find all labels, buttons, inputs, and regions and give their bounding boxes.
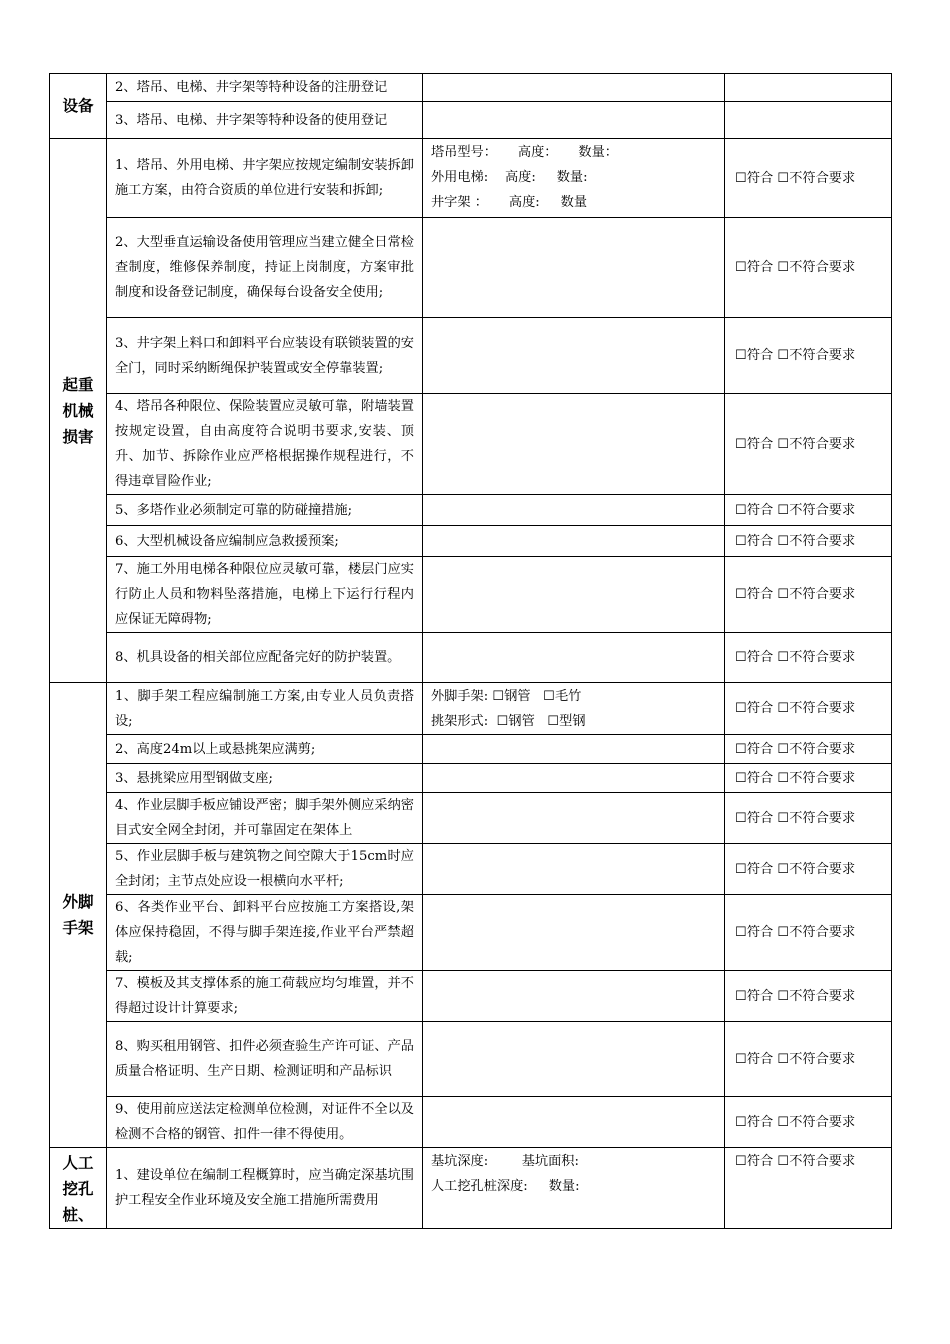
note-cell[interactable] bbox=[423, 394, 725, 495]
note-cell[interactable] bbox=[423, 633, 725, 683]
result-checkbox[interactable]: ☐符合 ☐不符合要求 bbox=[725, 557, 892, 633]
requirement-text: 6、各类作业平台、卸料平台应按施工方案搭设,架体应保持稳固，不得与脚手架连接,作业平台严禁超载; bbox=[107, 895, 423, 971]
note-cell[interactable] bbox=[423, 764, 725, 793]
requirement-text: 3、悬挑梁应用型钢做支座; bbox=[107, 764, 423, 793]
note-cell[interactable] bbox=[423, 139, 725, 218]
result-checkbox[interactable]: ☐符合 ☐不符合要求 bbox=[725, 895, 892, 971]
table-row bbox=[50, 793, 892, 844]
table-row bbox=[50, 683, 892, 735]
note-line: 人工挖孔桩深度: 数量: bbox=[431, 1179, 580, 1194]
result-checkbox[interactable]: ☐符合 ☐不符合要求 bbox=[725, 526, 892, 557]
requirement-text: 7、施工外用电梯各种限位应灵敏可靠，楼层门应实行防止人员和物料坠落措施，电梯上下运行行程内应保证无障碍物; bbox=[107, 557, 423, 633]
note-cell[interactable] bbox=[423, 971, 725, 1022]
section-title-scaffold bbox=[50, 683, 107, 1148]
requirement-text: 4、塔吊各种限位、保险装置应灵敏可靠，附墙装置按规定设置，自由高度符合说明书要求,安装、顶升、加节、拆除作业应严格根据操作规程进行，不得违章冒险作业; bbox=[107, 394, 423, 495]
table-row bbox=[50, 971, 892, 1022]
note-cell[interactable] bbox=[423, 735, 725, 764]
result-checkbox[interactable]: ☐符合 ☐不符合要求 bbox=[725, 1022, 892, 1097]
table-row bbox=[50, 318, 892, 394]
note-line: 塔吊型号： 高度： 数量： bbox=[431, 145, 618, 160]
note-line: 井字架 ： 高度: 数量 bbox=[431, 195, 588, 210]
note-cell[interactable] bbox=[423, 1022, 725, 1097]
note-line: 基坑深度: 基坑面积: bbox=[431, 1154, 579, 1169]
result-checkbox[interactable]: ☐符合 ☐不符合要求 bbox=[725, 844, 892, 895]
note-cell[interactable] bbox=[423, 844, 725, 895]
note-cell[interactable] bbox=[423, 1097, 725, 1148]
requirement-text: 1、塔吊、外用电梯、井字架应按规定编制安装拆卸施工方案，由符合资质的单位进行安装和拆卸; bbox=[107, 139, 423, 218]
table-row bbox=[50, 526, 892, 557]
table-row bbox=[50, 764, 892, 793]
table-row bbox=[50, 1022, 892, 1097]
table-row bbox=[50, 495, 892, 526]
note-cell[interactable] bbox=[423, 683, 725, 735]
note-cell[interactable] bbox=[423, 74, 725, 102]
table-row bbox=[50, 895, 892, 971]
table-row bbox=[50, 102, 892, 139]
result-checkbox[interactable]: ☐符合 ☐不符合要求 bbox=[725, 139, 892, 218]
note-cell[interactable] bbox=[423, 1148, 725, 1229]
requirement-text: 5、作业层脚手板与建筑物之间空隙大于15cm时应全封闭；主节点处应设一根横向水平杆; bbox=[107, 844, 423, 895]
note-cell[interactable] bbox=[423, 218, 725, 318]
requirement-text: 5、多塔作业必须制定可靠的防碰撞措施; bbox=[107, 495, 423, 526]
section-title-pile bbox=[50, 1148, 107, 1229]
result-checkbox[interactable]: ☐符合 ☐不符合要求 bbox=[725, 1148, 892, 1229]
table-row bbox=[50, 218, 892, 318]
result-cell[interactable] bbox=[725, 102, 892, 139]
note-line: 挑架形式: ☐钢管 ☐型钢 bbox=[431, 714, 586, 729]
table-row bbox=[50, 557, 892, 633]
table-row bbox=[50, 1097, 892, 1148]
note-cell[interactable] bbox=[423, 557, 725, 633]
result-checkbox[interactable]: ☐符合 ☐不符合要求 bbox=[725, 218, 892, 318]
section-title-text: 起重机械损害 bbox=[62, 375, 94, 446]
table-row bbox=[50, 394, 892, 495]
result-checkbox[interactable]: ☐符合 ☐不符合要求 bbox=[725, 971, 892, 1022]
requirement-text: 9、使用前应送法定检测单位检测，对证件不全以及检测不合格的钢管、扣件一律不得使用。 bbox=[107, 1097, 423, 1148]
note-cell[interactable] bbox=[423, 495, 725, 526]
result-checkbox[interactable]: ☐符合 ☐不符合要求 bbox=[725, 764, 892, 793]
table-row bbox=[50, 844, 892, 895]
requirement-text: 6、大型机械设备应编制应急救援预案; bbox=[107, 526, 423, 557]
table-row bbox=[50, 735, 892, 764]
requirement-text: 1、脚手架工程应编制施工方案,由专业人员负责搭设; bbox=[107, 683, 423, 735]
requirement-text: 8、机具设备的相关部位应配备完好的防护装置。 bbox=[107, 633, 423, 683]
inspection-table bbox=[49, 73, 892, 1229]
result-checkbox[interactable]: ☐符合 ☐不符合要求 bbox=[725, 394, 892, 495]
note-line: 外脚手架: ☐钢管 ☐毛竹 bbox=[431, 689, 582, 704]
result-checkbox[interactable]: ☐符合 ☐不符合要求 bbox=[725, 1097, 892, 1148]
result-checkbox[interactable]: ☐符合 ☐不符合要求 bbox=[725, 495, 892, 526]
requirement-text: 7、模板及其支撑体系的施工荷载应均匀堆置，并不得超过设计计算要求; bbox=[107, 971, 423, 1022]
section-title-text: 人工挖孔桩、 bbox=[62, 1154, 94, 1224]
note-cell[interactable] bbox=[423, 793, 725, 844]
table-row bbox=[50, 1148, 892, 1229]
section-title-text: 外脚手架 bbox=[62, 893, 94, 937]
note-cell[interactable] bbox=[423, 895, 725, 971]
requirement-text: 3、井字架上料口和卸料平台应装设有联锁装置的安全门，同时采纳断绳保护装置或安全停靠装置; bbox=[107, 318, 423, 394]
result-checkbox[interactable]: ☐符合 ☐不符合要求 bbox=[725, 633, 892, 683]
requirement-text: 2、大型垂直运输设备使用管理应当建立健全日常检查制度，维修保养制度，持证上岗制度，方案审批制度和设备登记制度，确保每台设备安全使用; bbox=[107, 218, 423, 318]
requirement-text: 2、塔吊、电梯、井字架等特种设备的注册登记 bbox=[107, 74, 423, 102]
requirement-text: 1、建设单位在编制工程概算时，应当确定深基坑围护工程安全作业环境及安全施工措施所需费用 bbox=[107, 1148, 423, 1229]
result-checkbox[interactable]: ☐符合 ☐不符合要求 bbox=[725, 735, 892, 764]
note-cell[interactable] bbox=[423, 102, 725, 139]
result-checkbox[interactable]: ☐符合 ☐不符合要求 bbox=[725, 793, 892, 844]
result-cell[interactable] bbox=[725, 74, 892, 102]
requirement-text: 2、高度24m以上或悬挑架应满剪; bbox=[107, 735, 423, 764]
note-line: 外用电梯: 高度: 数量: bbox=[431, 170, 588, 185]
note-cell[interactable] bbox=[423, 526, 725, 557]
note-cell[interactable] bbox=[423, 318, 725, 394]
requirement-text: 4、作业层脚手板应铺设严密；脚手架外侧应采纳密目式安全网全封闭，并可靠固定在架体上 bbox=[107, 793, 423, 844]
section-title-lifting bbox=[50, 139, 107, 683]
table-row bbox=[50, 633, 892, 683]
section-title-equipment: 设备 bbox=[50, 74, 107, 139]
requirement-text: 8、购买租用钢管、扣件必须查验生产许可证、产品质量合格证明、生产日期、检测证明和产品标识 bbox=[107, 1022, 423, 1097]
result-checkbox[interactable]: ☐符合 ☐不符合要求 bbox=[725, 683, 892, 735]
table-row bbox=[50, 139, 892, 218]
table-row bbox=[50, 74, 892, 102]
result-checkbox[interactable]: ☐符合 ☐不符合要求 bbox=[725, 318, 892, 394]
requirement-text: 3、塔吊、电梯、井字架等特种设备的使用登记 bbox=[107, 102, 423, 139]
